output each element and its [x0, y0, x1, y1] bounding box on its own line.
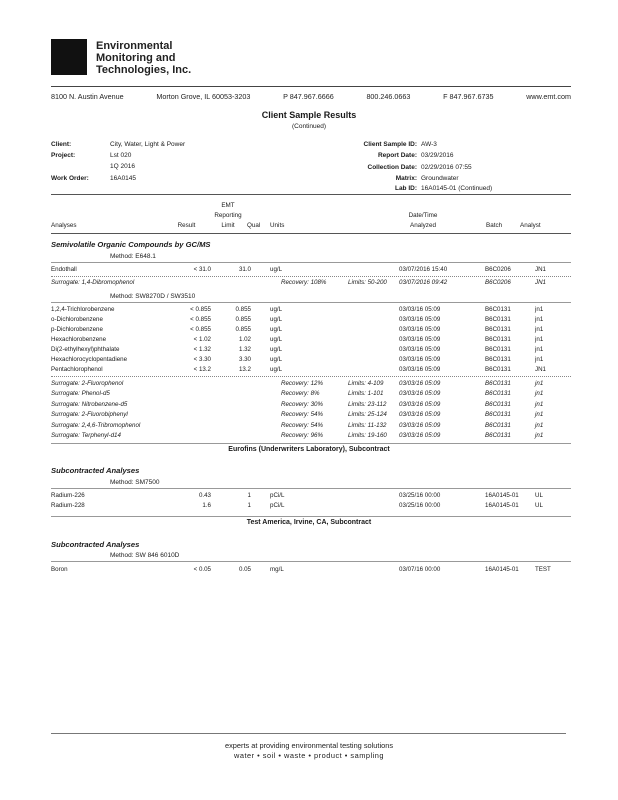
cell-batch: B6C0131	[485, 326, 511, 333]
cell-result: < 13.2	[193, 366, 211, 373]
cell-date: 03/07/2016 15:40	[399, 266, 448, 273]
cell-date: 03/03/16 05:09	[399, 326, 441, 333]
cell-analyte: p-Dichlorobenzene	[51, 326, 103, 333]
cell-date: 03/25/16 00:00	[399, 502, 441, 509]
company-name	[96, 40, 191, 76]
company-name-line-3: Technologies, Inc.	[96, 64, 192, 76]
col-analyzed: Analyzed	[410, 222, 436, 229]
client-value: City, Water, Light & Power	[110, 141, 186, 148]
cell-limit: 0.855	[235, 306, 251, 313]
cell-date: 03/03/16 05:09	[399, 411, 441, 419]
company-name-line-1: Environmental	[96, 40, 173, 52]
table-row	[51, 326, 571, 335]
surrogate-divider-b	[51, 376, 571, 377]
cell-recovery: Recovery: 96%	[281, 432, 323, 439]
cell-batch: B6C0206	[485, 279, 511, 286]
cell-batch: B6C0131	[485, 336, 511, 343]
col-analyses: Analyses	[51, 222, 77, 229]
report-subtitle: (Continued)	[292, 123, 326, 130]
table-row	[51, 266, 571, 275]
table-row	[51, 492, 571, 501]
cell-analyst: JN1	[535, 266, 547, 273]
cell-units: ug/L	[270, 306, 283, 313]
cell-date: 03/03/16 05:09	[399, 421, 441, 429]
cell-analyst: jn1	[535, 336, 544, 343]
cell-limits: Limits: 19-160	[348, 432, 387, 439]
cell-units: ug/L	[270, 366, 283, 373]
collection-date-value: 02/29/2016 07:55	[421, 164, 472, 171]
cell-analyst: JN1	[535, 279, 547, 286]
section-title-subcontracted-2: Subcontracted Analyses	[51, 540, 140, 549]
cell-analyst: jn1	[535, 421, 544, 429]
cell-result: 0.43	[198, 492, 211, 499]
surrogate-row	[51, 411, 571, 420]
surrogate-row	[51, 279, 571, 288]
cell-result: < 0.05	[193, 566, 211, 573]
col-qual: Qual	[247, 222, 261, 229]
cell-limit: 0.855	[235, 326, 251, 333]
cell-date: 03/07/16 00:00	[399, 566, 441, 573]
cell-recovery: Recovery: 54%	[281, 411, 323, 419]
cell-units: pCi/L	[270, 502, 285, 509]
cell-batch: 16A0145-01	[485, 566, 519, 573]
subcontract-lab-testamerica: Test America, Irvine, CA, Subcontract	[246, 519, 372, 526]
surrogate-row	[51, 390, 571, 399]
info-rule	[51, 194, 571, 195]
cell-date: 03/03/16 05:09	[399, 380, 441, 387]
cell-analyst: UL	[535, 492, 543, 499]
cell-limit: 0.05	[238, 566, 251, 573]
cell-limit: 13.2	[238, 366, 251, 373]
cell-batch: B6C0131	[485, 306, 511, 313]
cell-units: ug/L	[270, 336, 283, 343]
cell-result: < 0.855	[190, 326, 211, 333]
cell-result: < 1.32	[193, 346, 211, 353]
method-rule-1	[51, 262, 571, 263]
matrix-value: Groundwater	[421, 175, 459, 182]
cell-limit: 0.855	[235, 316, 251, 323]
workorder-value: 16A0145	[110, 175, 137, 182]
cell-batch: B6C0131	[485, 380, 511, 387]
cell-batch: B6C0131	[485, 390, 511, 398]
col-result: Result	[177, 222, 196, 229]
company-phone: P 847.967.6666	[283, 92, 334, 101]
cell-analyte: Radium-228	[51, 502, 85, 509]
collection-date-label: Collection Date:	[367, 164, 417, 171]
cell-analyte: Surrogate: 2,4,6-Tribromophenol	[51, 421, 141, 429]
cell-limits: Limits: 23-112	[348, 400, 387, 408]
cell-batch: B6C0131	[485, 366, 511, 373]
table-row	[51, 306, 571, 315]
cell-analyte: Boron	[51, 566, 68, 573]
table-row	[51, 336, 571, 345]
cell-analyte: Pentachlorophenol	[51, 366, 103, 373]
sub2-rule	[51, 516, 571, 517]
cell-analyte: Surrogate: Nitrobenzene-d5	[51, 400, 128, 408]
cell-recovery: Recovery: 12%	[281, 380, 323, 387]
table-row	[51, 566, 571, 575]
matrix-label: Matrix:	[395, 175, 417, 182]
company-tollfree: 800.246.0663	[366, 92, 411, 101]
cell-analyst: jn1	[535, 316, 544, 323]
cell-recovery: Recovery: 8%	[281, 390, 320, 398]
cell-analyst: jn1	[535, 432, 544, 439]
project-label: Project:	[51, 152, 76, 159]
col-reporting: Reporting	[214, 212, 242, 219]
table-row	[51, 346, 571, 355]
col-datetime: Date/Time	[408, 212, 438, 219]
company-address: 8100 N. Austin Avenue	[51, 92, 124, 101]
section-title-svoc: Semivolatile Organic Compounds by GC/MS	[51, 240, 211, 249]
cell-limits: Limits: 25-124	[348, 411, 387, 419]
cell-units: ug/L	[270, 346, 283, 353]
cell-units: mg/L	[270, 566, 284, 573]
surrogate-row	[51, 422, 571, 431]
cell-analyte: Surrogate: Phenol-d5	[51, 390, 110, 398]
cell-analyst: jn1	[535, 346, 544, 353]
cell-result: < 31.0	[193, 266, 211, 273]
cell-limits: Limits: 11-132	[348, 421, 387, 429]
sample-id-value: AW-3	[421, 141, 437, 148]
cell-analyst: jn1	[535, 411, 544, 419]
cell-date: 03/03/16 05:09	[399, 316, 441, 323]
cell-batch: B6C0131	[485, 421, 511, 429]
cell-batch: B6C0131	[485, 400, 511, 408]
cell-batch: B6C0206	[485, 266, 511, 273]
workorder-label: Work Order:	[51, 175, 89, 182]
cell-result: < 1.02	[193, 336, 211, 343]
cell-analyst: jn1	[535, 326, 544, 333]
cell-analyst: UL	[535, 502, 543, 509]
sub1-rule	[51, 443, 571, 444]
cell-batch: B6C0131	[485, 411, 511, 419]
cell-date: 03/03/16 05:09	[399, 366, 441, 373]
method-e648: Method: E648.1	[110, 253, 156, 260]
cell-analyst: TEST	[535, 566, 551, 573]
method-sm7500: Method: SM7500	[110, 479, 160, 486]
cell-analyst: jn1	[535, 390, 544, 398]
cell-date: 03/03/16 05:09	[399, 306, 441, 313]
cell-limit: 3.30	[238, 356, 251, 363]
cell-limit: 1	[247, 502, 251, 509]
cell-limit: 1.32	[238, 346, 251, 353]
cell-limits: Limits: 1-101	[348, 390, 384, 398]
method-rule-4	[51, 561, 571, 562]
sample-id-label: Client Sample ID:	[363, 141, 417, 148]
company-name-line-2: Monitoring and	[96, 52, 176, 64]
table-row	[51, 366, 571, 375]
col-emt: EMT	[221, 202, 235, 209]
cell-date: 03/03/16 05:09	[399, 356, 441, 363]
report-title: Client Sample Results	[261, 110, 357, 120]
cell-date: 03/03/16 05:09	[399, 432, 441, 439]
footer-rule	[51, 733, 566, 734]
cell-analyte: Hexachlorobenzene	[51, 336, 107, 343]
cell-batch: B6C0131	[485, 346, 511, 353]
company-fax: F 847.967.6735	[443, 92, 494, 101]
table-row	[51, 502, 571, 511]
cell-analyte: Radium-226	[51, 492, 85, 499]
cell-analyte: Hexachlorocyclopentadiene	[51, 356, 128, 363]
cell-analyte: Surrogate: 2-Fluorophenol	[51, 380, 124, 387]
cell-limits: Limits: 50-200	[348, 279, 387, 286]
cell-units: ug/L	[270, 266, 283, 273]
cell-limits: Limits: 4-109	[348, 380, 384, 387]
company-logo	[51, 39, 87, 75]
surrogate-row	[51, 401, 571, 410]
footer-tagline: experts at providing environmental testing solutions	[224, 741, 394, 750]
company-web: www.emt.com	[526, 92, 571, 101]
cell-batch: 16A0145-01	[485, 502, 519, 509]
cell-result: 1.6	[202, 502, 211, 509]
cell-limit: 1.02	[238, 336, 251, 343]
report-date-label: Report Date:	[377, 152, 417, 159]
cell-date: 03/03/16 05:09	[399, 336, 441, 343]
cell-batch: B6C0131	[485, 432, 511, 439]
cell-result: < 0.855	[190, 316, 211, 323]
cell-analyst: jn1	[535, 356, 544, 363]
header-bottom-rule	[51, 233, 571, 234]
cell-analyte: o-Dichlorobenzene	[51, 316, 103, 323]
cell-batch: B6C0131	[485, 316, 511, 323]
col-units: Units	[270, 222, 285, 229]
cell-analyst: jn1	[535, 380, 544, 387]
cell-analyst: JN1	[535, 366, 547, 373]
cell-analyst: jn1	[535, 306, 544, 313]
cell-date: 03/07/2016 09:42	[399, 279, 448, 286]
surrogate-row	[51, 432, 571, 441]
cell-units: ug/L	[270, 356, 283, 363]
table-row	[51, 316, 571, 325]
lab-id-label: Lab ID:	[394, 185, 417, 192]
cell-batch: B6C0131	[485, 356, 511, 363]
cell-result: < 3.30	[193, 356, 211, 363]
cell-date: 03/25/16 00:00	[399, 492, 441, 499]
section-title-subcontracted-1: Subcontracted Analyses	[51, 466, 140, 475]
cell-analyte: 1,2,4-Trichlorobenzene	[51, 306, 115, 313]
cell-limit: 31.0	[238, 266, 251, 273]
cell-analyte: Di(2-ethylhexyl)phthalate	[51, 346, 120, 353]
project-value: Lst 020	[110, 152, 132, 159]
cell-date: 03/03/16 05:09	[399, 400, 441, 408]
header-rule	[51, 86, 571, 87]
cell-recovery: Recovery: 54%	[281, 421, 323, 429]
cell-units: pCi/L	[270, 492, 285, 499]
method-sw846: Method: SW 846 6010D	[110, 552, 180, 559]
footer-services: water • soil • waste • product • sampling	[234, 751, 384, 760]
method-rule-3	[51, 488, 571, 489]
lab-id-value: 16A0145-01 (Continued)	[421, 185, 493, 192]
cell-analyst: jn1	[535, 400, 544, 408]
project-value-2: 1Q 2016	[110, 163, 135, 170]
subcontract-lab-eurofins: Eurofins (Underwriters Laboratory), Subcontract	[228, 446, 390, 453]
cell-analyte: Endothall	[51, 266, 77, 273]
cell-analyte: Surrogate: 1,4-Dibromophenol	[51, 279, 135, 286]
table-row	[51, 356, 571, 365]
method-sw8270d: Method: SW8270D / SW3510	[110, 293, 196, 300]
col-batch: Batch	[486, 222, 503, 229]
cell-recovery: Recovery: 30%	[281, 400, 323, 408]
cell-recovery: Recovery: 108%	[281, 279, 327, 286]
col-analyst: Analyst	[520, 222, 541, 229]
cell-limit: 1	[247, 492, 251, 499]
client-label: Client:	[51, 141, 72, 148]
cell-date: 03/03/16 05:09	[399, 346, 441, 353]
cell-analyte: Surrogate: 2-Fluorobiphenyl	[51, 411, 128, 419]
cell-units: ug/L	[270, 326, 283, 333]
company-contact-line	[51, 92, 571, 101]
col-limit: Limit	[221, 222, 235, 229]
cell-result: < 0.855	[190, 306, 211, 313]
cell-date: 03/03/16 05:09	[399, 390, 441, 398]
cell-analyte: Surrogate: Terphenyl-d14	[51, 432, 121, 439]
method-rule-2	[51, 302, 571, 303]
report-date-value: 03/29/2016	[421, 152, 454, 159]
cell-batch: 16A0145-01	[485, 492, 519, 499]
surrogate-divider-a	[51, 276, 571, 277]
cell-units: ug/L	[270, 316, 283, 323]
company-city: Morton Grove, IL 60053-3203	[156, 92, 251, 101]
surrogate-row	[51, 380, 571, 389]
